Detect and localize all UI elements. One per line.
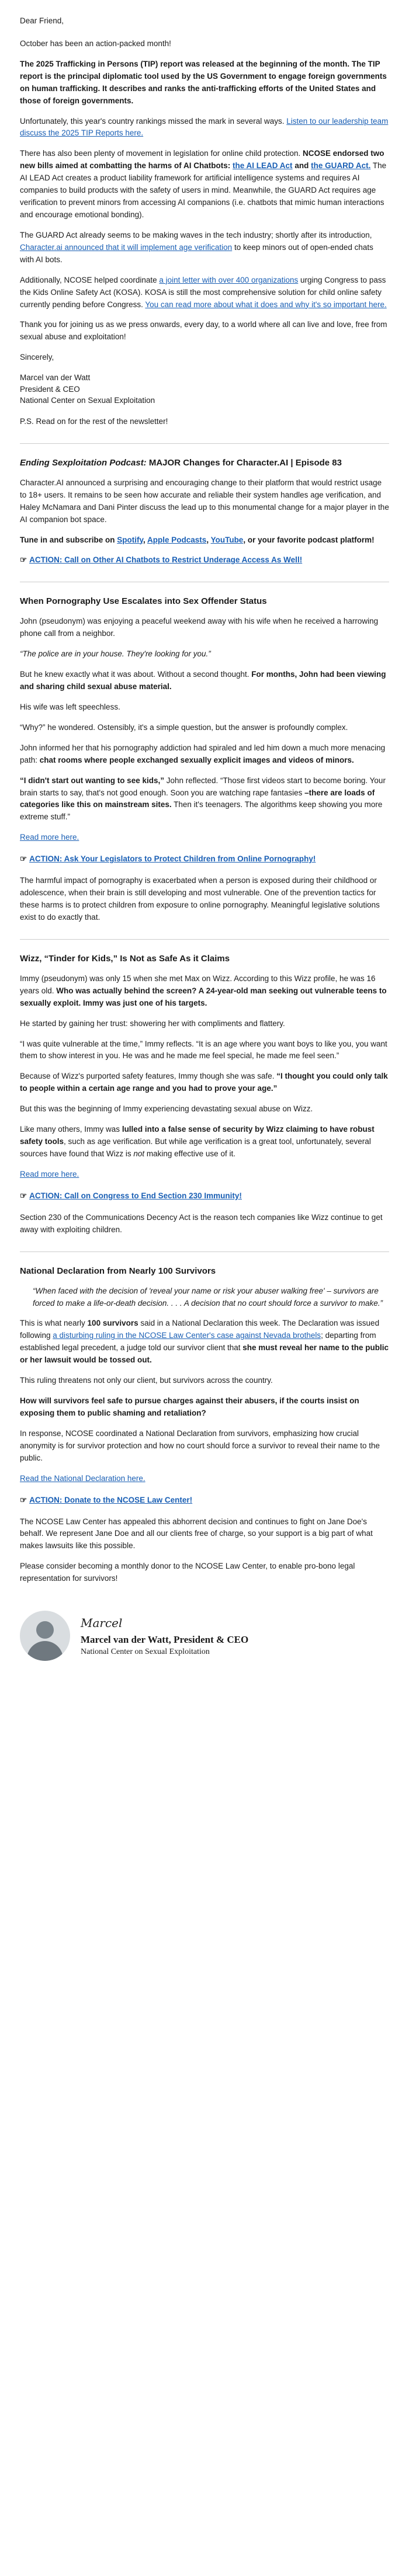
avatar: [20, 1611, 70, 1661]
letter-paragraph-3: [20, 116, 389, 140]
podcast-sep-1: ,: [143, 535, 148, 544]
porn-p5-text: John informed her that his pornography addiction had spiraled and led him down a much more menacing path:: [20, 743, 386, 764]
wizz-p6-bold: lulled into a false sense of security by Wizz claiming to have robust safety tools: [20, 1125, 375, 1146]
footer-org: National Center on Sexual Exploitation: [81, 1647, 210, 1656]
porn-section-title: When Pornography Use Escalates into Sex Offender Status: [20, 596, 267, 607]
footer-name: Marcel van der Watt, President & CEO: [81, 1634, 249, 1646]
pointing-hand-icon: ☞: [20, 555, 27, 565]
ncose-paragraph-4: In response, NCOSE coordinated a National Declaration from survivors, emphasizing how crucial anonymity is for survivor protection and how no court should force a survivor to reveal their name to the public.: [20, 1428, 380, 1462]
letter-paragraph-2: The 2025 Trafficking in Persons (TIP) report was released at the beginning of the month. The TIP report is the principal diplomatic tool used by the US Government to engage foreign governments on human trafficking. It describes and ranks the anti-trafficking efforts of the United States and those of foreign governments.: [20, 59, 387, 105]
wizz-paragraph-6: [20, 1124, 389, 1160]
ncose-section-title: National Declaration from Nearly 100 Survivors: [20, 1266, 216, 1276]
avatar-body-shape: [27, 1641, 63, 1661]
wizz-read-more-link[interactable]: Read more here.: [20, 1169, 79, 1179]
ncose-paragraph-1: [20, 1317, 389, 1367]
pointing-hand-icon: ☞: [20, 1191, 27, 1200]
podcast-action-line: [20, 554, 389, 566]
letter-p4-text-a: There has also been plenty of movement in legislation for online child protection.: [20, 149, 303, 158]
porn-p6-bold-2: –there are loads of categories like this on mainstream sites.: [20, 788, 375, 809]
ncose-survivor-quote: “When faced with the decision of 'reveal your name or risk your abuser walking free' – survivors are forced to make a life-or-death decision. . . . A decision that no court should force a survivor to make.”: [33, 1286, 383, 1308]
letter-p6-text-a: Additionally, NCOSE helped coordinate: [20, 275, 160, 284]
divider-1: [20, 443, 389, 444]
wizz-p1-bold: Who was actually behind the screen? A 24-year-old man seeking out vulnerable teens to sexually exploit. Immy was just one of his targets.: [20, 986, 387, 1007]
porn-quote-1: “The police are in your house. They're looking for you.”: [20, 649, 211, 659]
wizz-paragraph-4: [20, 1070, 389, 1095]
porn-read-more-link[interactable]: Read more here.: [20, 833, 79, 842]
footer-text-block: [81, 1614, 248, 1657]
signature-title: President & CEO: [20, 384, 80, 394]
ncose-p1-text-c: ; departing from established legal precedent, a judge told our survivor client that: [20, 1331, 376, 1353]
porn-read-more: [20, 832, 389, 844]
character-ai-age-verification-link[interactable]: Character.ai announced that it will implement age verification: [20, 242, 233, 252]
wizz-p6-italic: not: [133, 1149, 145, 1158]
letter-p5-text-a: The GUARD Act already seems to be making waves in the tech industry; shortly after its introduction,: [20, 230, 372, 239]
wizz-paragraph-7: Section 230 of the Communications Decency Act is the reason tech companies like Wizz continue to get away with exploiting children.: [20, 1212, 383, 1234]
porn-p6-text-a: John reflected. “Those first videos start to become boring. Your brain starts to say, that's not good enough. Soon you are watching rape fantasies: [20, 776, 386, 797]
porn-paragraph-1: John (pseudonym) was enjoying a peaceful weekend away with his wife when he received a harrowing phone call from a neighbor.: [20, 617, 379, 638]
tip-report-podcast-link[interactable]: Listen to our leadership team discuss the 2025 TIP Reports here.: [20, 116, 389, 138]
porn-paragraph-5: [20, 742, 389, 767]
letter-paragraph-1: October has been an action-packed month!: [20, 39, 171, 48]
letter-paragraph-5: [20, 230, 389, 266]
pointing-hand-icon: ☞: [20, 854, 27, 864]
podcast-section-title: [20, 457, 389, 469]
pointing-hand-icon: ☞: [20, 1495, 27, 1504]
guard-act-link[interactable]: the GUARD Act.: [311, 161, 371, 171]
letter-greeting: Dear Friend,: [20, 16, 64, 25]
wizz-paragraph-2: He started by gaining her trust: showering her with compliments and flattery.: [20, 1018, 285, 1028]
ncose-paragraph-5: The NCOSE Law Center has appealed this abhorrent decision and continues to fight on Jane Doe's behalf. We represent Jane Doe and all our clients free of charge, so your support is a big part of what makes lawsuits like this possible.: [20, 1517, 373, 1551]
avatar-head-shape: [36, 1621, 54, 1639]
porn-paragraph-6: [20, 775, 389, 824]
letter-p4-bold: NCOSE endorsed two new bills aimed at combatting the harms of AI Chatbots:: [20, 149, 384, 171]
apple-podcasts-link[interactable]: Apple Podcasts: [147, 535, 207, 544]
podcast-tune-post: , or your favorite podcast platform!: [243, 535, 375, 544]
porn-p2-text: But he knew exactly what it was about. Without a second thought.: [20, 670, 252, 679]
podcast-title-italic: Ending Sexploitation Podcast:: [20, 457, 147, 468]
wizz-paragraph-1: [20, 973, 389, 1010]
ncose-action-line: [20, 1494, 389, 1507]
ncose-p6-text: Please consider becoming a monthly donor to the NCOSE Law Center, to enable pro-bono legal representation for survivors!: [20, 1562, 355, 1583]
podcast-body: Character.AI announced a surprising and encouraging change to their platform that would restrict usage to 18+ users. It remains to be seen how accurate and reliable their system handles age verification, and Haley McNamara and Dani Pinter discuss the lead up to this monumental change for a major player in the AI companion bot space.: [20, 478, 389, 524]
porn-p6-bold-1: “I didn't start out wanting to see kids,”: [20, 776, 164, 785]
wizz-action-line: [20, 1190, 389, 1202]
spotify-link[interactable]: Spotify: [117, 535, 144, 544]
wizz-p6-text-b: , such as age verification. But while age verification is a great tool, unfortunately, several sources have found that Wizz is: [20, 1137, 371, 1158]
wizz-section-title: Wizz, “Tinder for Kids,” Is Not as Safe As it Claims: [20, 953, 230, 964]
letter-paragraph-4: [20, 148, 389, 221]
letter-p6-text-b: urging Congress to pass the Kids Online Safety Act (KOSA). KOSA is still the most comprehensive solution for child online safety currently pending before Congress.: [20, 275, 386, 309]
wizz-p6-text-c: making effective use of it.: [144, 1149, 235, 1158]
wizz-paragraph-3: “I was quite vulnerable at the time,” Immy reflects. “It is an age where you want boys to like you, you want them to show interest in you. He was and he made me feel special, he made me feel seen.”: [20, 1039, 387, 1061]
wizz-p4-text: Because of Wizz's purported safety features, Immy though she was safe.: [20, 1072, 277, 1081]
ncose-p1-text-a: This is what nearly: [20, 1319, 88, 1328]
letter-postscript: P.S. Read on for the rest of the newsletter!: [20, 416, 168, 426]
divider-3: [20, 939, 389, 940]
letter-signature-block: [20, 372, 389, 406]
wizz-p6-text-a: Like many others, Immy was: [20, 1125, 122, 1134]
letter-paragraph-6: [20, 274, 389, 311]
signature-org: National Center on Sexual Exploitation: [20, 396, 155, 405]
joint-letter-link[interactable]: a joint letter with over 400 organizations: [159, 275, 299, 284]
wizz-p1-text: Immy (pseudonym) was only 15 when she met Max on Wizz. According to this Wizz profile, he was 16 years old.: [20, 974, 376, 995]
handwritten-signature: Marcel: [81, 1616, 123, 1631]
podcast-sep-2: ,: [206, 535, 211, 544]
porn-paragraph-4: “Why?” he wondered. Ostensibly, it's a simple question, but the answer is profoundly complex.: [20, 722, 348, 732]
porn-p6-text-b: Then it's teenagers. The algorithms keep showing you more extreme stuff.”: [20, 800, 383, 822]
letter-p5-text-b: to keep minors out of open-ended chats with AI bots.: [20, 242, 373, 264]
letter-p4-mid: and: [292, 161, 311, 171]
youtube-link[interactable]: YouTube: [210, 535, 244, 544]
ncose-paragraph-3: How will survivors feel safe to pursue charges against their abusers, if the courts insist on exposing them to public shaming and retaliation?: [20, 1396, 359, 1417]
letter-signoff: Sincerely,: [20, 353, 54, 362]
ai-lead-act-link[interactable]: the AI LEAD Act: [233, 161, 293, 171]
ncose-read-more: [20, 1473, 389, 1485]
nevada-brothels-ruling-link[interactable]: a disturbing ruling in the NCOSE Law Center's case against Nevada brothels: [53, 1331, 321, 1340]
ncose-p1-text-b: said in a National Declaration this week. The Declaration was issued following: [20, 1319, 380, 1340]
kosa-info-link[interactable]: You can read more about what it does and why it's so important here.: [145, 300, 387, 309]
podcast-title-rest: MAJOR Changes for Character.AI | Episode 83: [146, 457, 342, 468]
signature-name: Marcel van der Watt: [20, 373, 91, 383]
wizz-p4-bold: “I thought you could only talk to people within a certain age range and you had to prove your age.”: [20, 1072, 388, 1093]
wizz-paragraph-5: But this was the beginning of Immy experiencing devastating sexual abuse on Wizz.: [20, 1104, 313, 1114]
donate-law-center-link[interactable]: ACTION: Donate to the NCOSE Law Center!: [29, 1495, 193, 1504]
ncose-p1-bold: 100 survivors: [87, 1319, 138, 1328]
podcast-tune-pre: Tune in and subscribe on: [20, 535, 117, 544]
porn-p2-bold: For months, John had been viewing and sharing child sexual abuse material.: [20, 670, 386, 691]
ncose-paragraph-6: [20, 1560, 389, 1585]
porn-paragraph-7: The harmful impact of pornography is exacerbated when a person is exposed during their childhood or adolescence, when their brain is still developing and most vulnerable. One of the prevention tactics for these harms is to protect children from exposure to online pornography. Meaningful legislative solutions exist to do exactly that.: [20, 876, 380, 922]
podcast-action-link[interactable]: ACTION: Call on Other AI Chatbots to Restrict Underage Access As Well!: [29, 555, 303, 565]
ncose-paragraph-2: This ruling threatens not only our client, but survivors across the country.: [20, 1376, 273, 1385]
wizz-action-link[interactable]: ACTION: Call on Congress to End Section 230 Immunity!: [29, 1191, 242, 1200]
letter-p3-text: Unfortunately, this year's country rankings missed the mark in several ways.: [20, 116, 287, 126]
wizz-read-more: [20, 1169, 389, 1181]
letter-p4-text-b: The AI LEAD Act creates a product liability framework for artificial intelligence systems and requires AI companies to build products with the safety of users in mind. Meanwhile, the GUARD Act requires age verification to prevent minors from accessing AI companions (i.e. chatbots that mimic human interactions and encourage emotional bonding).: [20, 161, 387, 219]
national-declaration-link[interactable]: Read the National Declaration here.: [20, 1473, 145, 1483]
porn-p5-bold: chat rooms where people exchanged sexually explicit images and videos of minors.: [39, 755, 354, 764]
porn-paragraph-2: [20, 669, 389, 693]
letter-paragraph-7: Thank you for joining us as we press onwards, every day, to a world where all can live and love, free from sexual abuse and exploitation!: [20, 320, 387, 342]
porn-paragraph-3: His wife was left speechless.: [20, 702, 120, 711]
porn-action-line: [20, 853, 389, 865]
footer-signature: [20, 1605, 389, 1661]
ncose-p1-bold-2: she must reveal her name to the public or her lawsuit would be tossed out.: [20, 1343, 389, 1365]
podcast-subscribe-line: [20, 534, 389, 547]
porn-action-link[interactable]: ACTION: Ask Your Legislators to Protect Children from Online Pornography!: [29, 854, 316, 864]
